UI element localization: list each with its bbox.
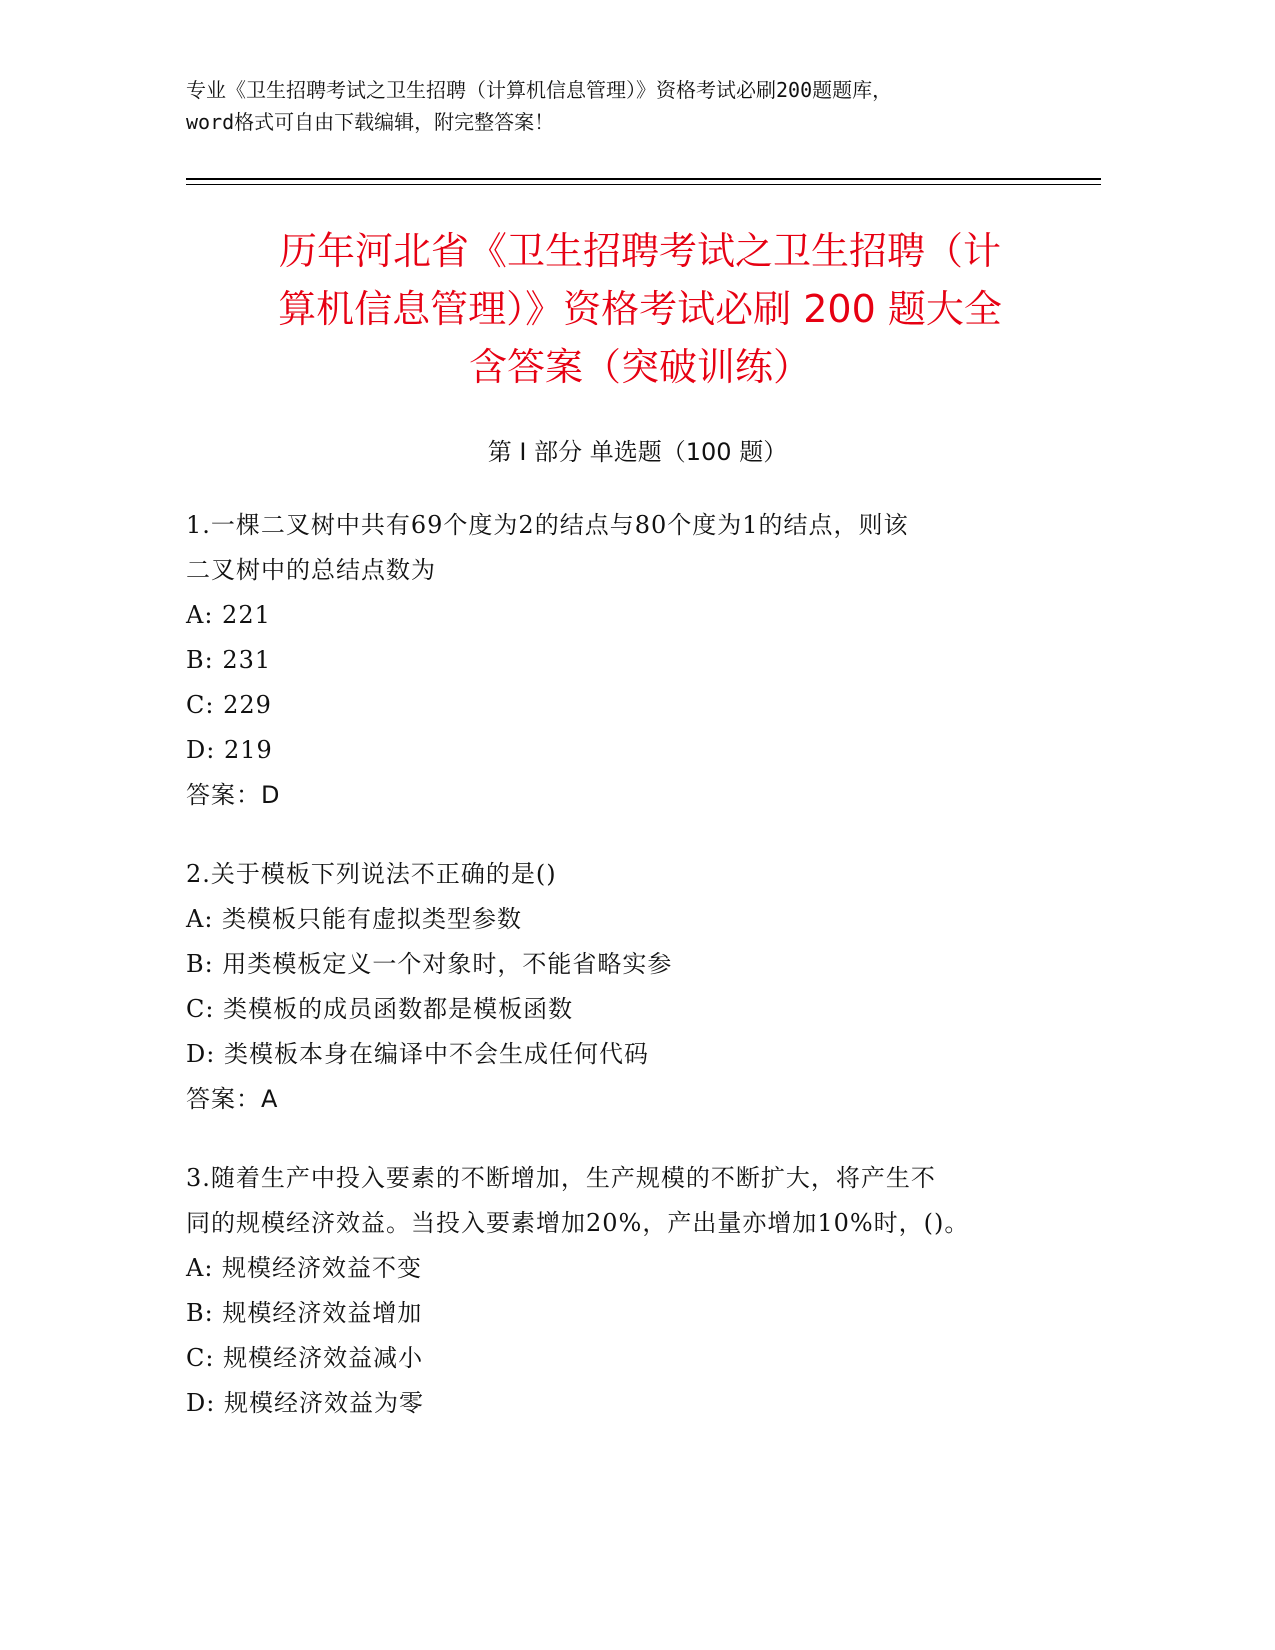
option-a: A: 类模板只能有虚拟类型参数 [186,905,523,933]
option-a: A: 规模经济效益不变 [186,1254,423,1282]
question-stem-line: 1.一棵二叉树中共有69个度为2的结点与80个度为1的结点，则该 [186,511,909,539]
option-b: B: 规模经济效益增加 [186,1299,423,1327]
header-note-line-1: 专业《卫生招聘考试之卫生招聘（计算机信息管理）》资格考试必刷200题题库， [186,78,893,102]
option-d: D: 219 [186,736,273,764]
question-stem-line: 3.随着生产中投入要素的不断增加，生产规模的不断扩大，将产生不 [186,1164,936,1192]
question-stem-line: 二叉树中的总结点数为 [186,556,436,584]
header-note-line-2: word格式可自由下载编辑，附完整答案！ [186,110,555,134]
option-b: B: 231 [186,646,272,674]
question-3 [186,1156,1066,1426]
header-divider-thin [186,184,1101,185]
document-title [160,222,1120,396]
option-d: D: 规模经济效益为零 [186,1389,424,1417]
option-c: C: 类模板的成员函数都是模板函数 [186,995,574,1023]
question-stem-line: 2.关于模板下列说法不正确的是() [186,860,557,888]
option-c: C: 229 [186,691,272,719]
section-heading: 第 I 部分 单选题（100 题） [487,438,788,466]
option-c: C: 规模经济效益减小 [186,1344,424,1372]
header-divider-thick [186,178,1101,180]
option-a: A: 221 [186,601,271,629]
answer: 答案：D [186,781,281,809]
title-line-3: 含答案（突破训练） [468,345,811,389]
header-note [186,74,1086,138]
question-stem-line: 同的规模经济效益。当投入要素增加20%，产出量亦增加10%时，()。 [186,1209,970,1237]
title-line-2: 算机信息管理）》资格考试必刷 200 题大全 [278,287,1002,331]
title-line-1: 历年河北省《卫生招聘考试之卫生招聘（计 [278,229,1001,273]
question-1 [186,503,1066,818]
question-2 [186,852,1066,1122]
option-b: B: 用类模板定义一个对象时，不能省略实参 [186,950,673,978]
answer: 答案：A [186,1085,279,1113]
option-d: D: 类模板本身在编译中不会生成任何代码 [186,1040,649,1068]
